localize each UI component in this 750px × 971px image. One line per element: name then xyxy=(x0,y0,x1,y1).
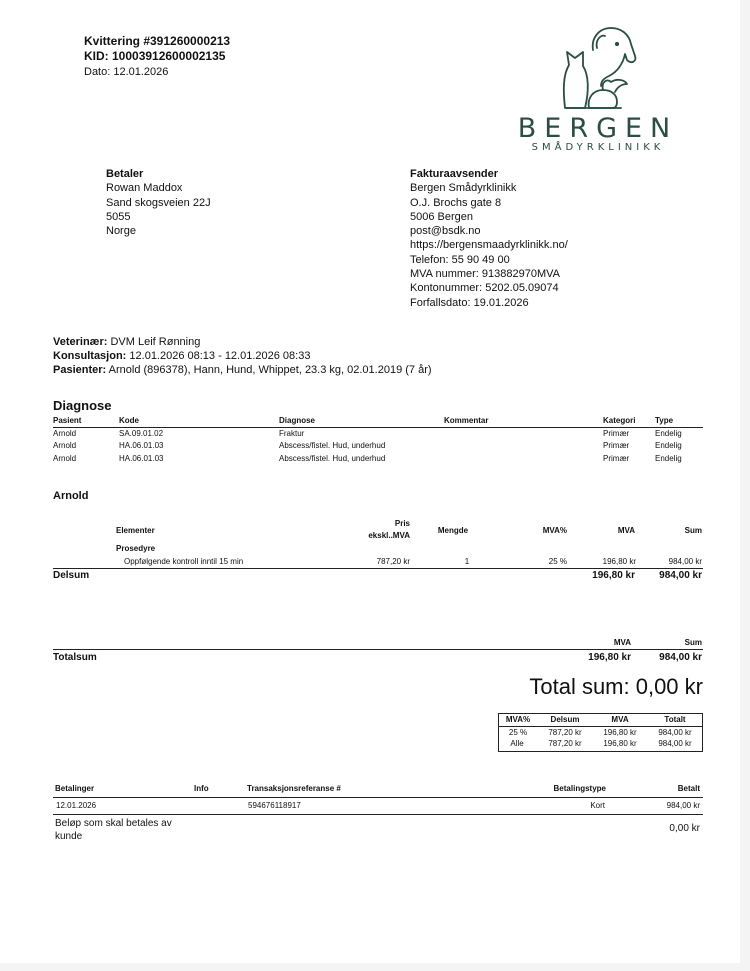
item-sum: 984,00 kr xyxy=(668,557,702,566)
item-vat: 196,80 kr xyxy=(602,557,636,566)
diag-header-code: Kode xyxy=(119,416,139,425)
diag-row-type: Endelig xyxy=(655,454,682,463)
diag-header-diagnosis: Diagnose xyxy=(279,416,316,425)
sender-account: Kontonummer: 5202.05.09074 xyxy=(410,282,559,295)
payments-bottom-divider xyxy=(53,814,703,815)
totals-label: Totalsum xyxy=(53,652,97,663)
vat-summary-header-total: Totalt xyxy=(664,715,686,724)
totals-divider xyxy=(53,649,703,650)
payer-title: Betaler xyxy=(106,168,144,180)
vat-summary-cell: 196,80 kr xyxy=(603,739,637,748)
vat-summary-cell: 787,20 kr xyxy=(548,739,582,748)
sender-name: Bergen Smådyrklinikk xyxy=(410,182,517,195)
diag-row-category: Primær xyxy=(603,454,630,463)
diag-header-category: Kategori xyxy=(603,416,636,425)
diag-row-code: HA.06.01.03 xyxy=(119,454,164,463)
vat-summary-header-pct: MVA% xyxy=(505,715,531,724)
vat-summary-cell: 984,00 kr xyxy=(658,739,692,748)
subtotal-divider xyxy=(53,568,703,569)
diag-row-category: Primær xyxy=(603,441,630,450)
consultation-label: Konsultasjon: xyxy=(53,350,127,362)
item-price: 787,20 kr xyxy=(376,557,410,566)
items-header-qty: Mengde xyxy=(437,526,469,535)
vat-summary-divider xyxy=(499,726,702,727)
receipt-date: Dato: 12.01.2026 xyxy=(84,66,169,78)
diag-row-type: Endelig xyxy=(655,441,682,450)
vat-summary-header-subtotal: Delsum xyxy=(550,715,580,724)
vat-summary-cell: 787,20 kr xyxy=(548,728,582,737)
diag-row-code: SA.09.01.02 xyxy=(119,429,164,438)
vat-summary-box xyxy=(498,713,703,752)
payments-header-date: Betalinger xyxy=(55,784,95,793)
items-header-sum: Sum xyxy=(684,526,702,535)
payments-divider xyxy=(53,797,703,798)
vet-value: DVM Leif Rønning xyxy=(110,336,201,348)
payments-header-info: Info xyxy=(194,784,209,793)
patients-value: Arnold (896378), Hann, Hund, Whippet, 23.3 kg, 02.01.2019 (7 år) xyxy=(108,364,432,376)
item-qty: 1 xyxy=(464,557,470,566)
payer-block xyxy=(106,167,306,238)
diag-row-patient: Arnold xyxy=(53,454,77,463)
vat-summary-header-vat: MVA xyxy=(611,715,629,724)
sender-email: post@bsdk.no xyxy=(410,225,481,238)
diag-header-type: Type xyxy=(655,416,674,425)
payments-header-paid: Betalt xyxy=(677,784,700,793)
payments-header-ref: Transaksjonsreferanse # xyxy=(247,784,341,793)
diag-row-diagnosis: Abscess/fistel. Hud, underhud xyxy=(279,441,386,450)
items-header-price-1: Pris xyxy=(394,519,410,528)
subtotal-sum: 984,00 kr xyxy=(659,570,702,581)
payer-name: Rowan Maddox xyxy=(106,182,183,195)
payments-header-type: Betalingstype xyxy=(553,784,606,793)
sender-title: Fakturaavsender xyxy=(410,168,499,180)
diag-row-diagnosis: Fraktur xyxy=(279,429,305,438)
items-header-price-2: ekskl..MVA xyxy=(368,531,410,540)
sender-street: O.J. Brochs gate 8 xyxy=(410,196,502,209)
sender-block xyxy=(410,167,690,310)
payment-date: 12.01.2026 xyxy=(56,801,97,810)
vet-label: Veterinær: xyxy=(53,336,108,348)
grand-total: Total sum: 0,00 kr xyxy=(529,674,703,699)
item-vat-pct: 25 % xyxy=(548,557,567,566)
items-header-vat-pct: MVA% xyxy=(542,526,567,535)
consultation-value: 12.01.2026 08:13 - 12.01.2026 08:33 xyxy=(129,350,311,362)
vat-summary-cell: 984,00 kr xyxy=(658,728,692,737)
sender-website: https://bergensmaadyrklinikk.no/ xyxy=(410,239,568,252)
kid-number: KID: 10003912600002135 xyxy=(84,49,226,63)
diagnosis-title: Diagnose xyxy=(53,398,112,413)
diag-row-patient: Arnold xyxy=(53,441,77,450)
patient-section-title: Arnold xyxy=(53,490,89,502)
diag-row-type: Endelig xyxy=(655,429,682,438)
items-header-vat: MVA xyxy=(617,526,635,535)
payment-amount: 984,00 kr xyxy=(666,801,700,810)
diag-row-patient: Arnold xyxy=(53,429,77,438)
diag-divider xyxy=(53,427,703,428)
sender-due-date: Forfallsdato: 19.01.2026 xyxy=(410,296,529,309)
patients-line xyxy=(53,363,432,377)
payer-postcode: 5055 xyxy=(106,210,131,223)
receipt-number: Kvittering #391260000213 xyxy=(84,34,231,48)
items-header-elements: Elementer xyxy=(116,526,155,535)
patients-label: Pasienter: xyxy=(53,364,107,376)
consultation-line xyxy=(53,349,310,363)
sender-phone: Telefon: 55 90 49 00 xyxy=(410,253,510,266)
totals-sum: 984,00 kr xyxy=(659,652,702,663)
amount-due-value: 0,00 kr xyxy=(669,823,700,834)
diag-header-comment: Kommentar xyxy=(444,416,489,425)
payer-country: Norge xyxy=(106,225,136,238)
totals-vat: 196,80 kr xyxy=(588,652,631,663)
payer-street: Sand skogsveien 22J xyxy=(106,196,211,209)
payment-reference: 594676118917 xyxy=(248,801,301,810)
logo-name: BERGEN xyxy=(517,113,679,144)
sender-city: 5006 Bergen xyxy=(410,210,473,223)
payment-type: Kort xyxy=(590,801,605,810)
vat-summary-cell: Alle xyxy=(510,739,524,748)
totals-header-sum: Sum xyxy=(684,638,702,647)
subtotal-vat: 196,80 kr xyxy=(592,570,635,581)
sender-vat-number: MVA nummer: 913882970MVA xyxy=(410,268,561,281)
clinic-logo-icon xyxy=(545,20,655,120)
item-name: Oppfølgende kontroll inntil 15 min xyxy=(124,557,244,566)
diag-row-diagnosis: Abscess/fistel. Hud, underhud xyxy=(279,454,386,463)
amount-due-label: Beløp som skal betales av kunde xyxy=(55,818,172,842)
totals-header-vat: MVA xyxy=(613,638,631,647)
items-group-procedure: Prosedyre xyxy=(116,544,156,553)
vet-line xyxy=(53,335,200,349)
vat-summary-cell: 25 % xyxy=(508,728,528,737)
diag-header-patient: Pasient xyxy=(53,416,82,425)
diag-row-code: HA.06.01.03 xyxy=(119,441,164,450)
diag-row-category: Primær xyxy=(603,429,630,438)
vat-summary-cell: 196,80 kr xyxy=(603,728,637,737)
logo-subtitle: SMÅDYRKLINIKK xyxy=(531,142,665,153)
subtotal-label: Delsum xyxy=(53,570,90,581)
